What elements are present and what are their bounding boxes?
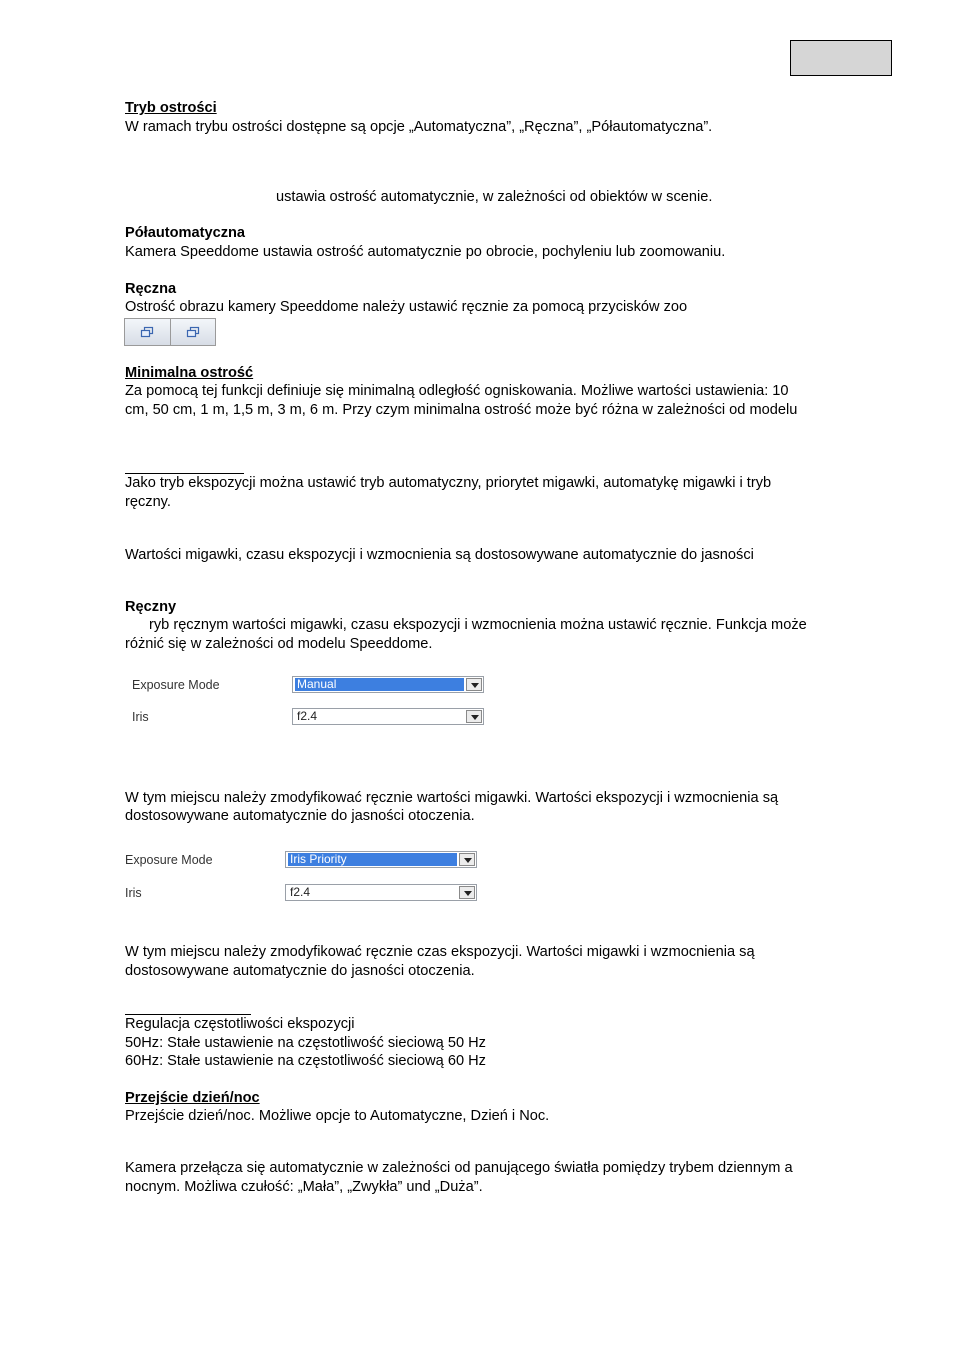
exposure-line1: Jako tryb ekspozycji można ustawić tryb automatyczny, priorytet migawki, automatykę migawki i tryb [125,475,772,491]
day-night-text: Przejście dzień/noc. Możliwe opcje to Automatyczne, Dzień i Noc. [125,1108,550,1124]
exposure-auto-text: Wartości migawki, czasu ekspozycji i wzmocnienia są dostosowywane automatycznie do jasności [125,547,754,563]
exposure-mode-value: Iris Priority [288,853,457,866]
iris-label: Iris [132,710,149,724]
page-number-box [790,40,892,76]
chevron-down-icon[interactable] [459,853,475,866]
manual-exposure-heading: Ręczny [125,599,177,615]
iris-priority-line2: dostosowywane automatycznie do jasności otoczenia. [125,808,475,824]
iris-value: f2.4 [297,709,318,723]
focus-button-bar [124,318,216,346]
exposure-line2: ręczny. [125,494,171,510]
semi-auto-heading: Półautomatyczna [125,225,246,241]
min-focus-line2: cm, 50 cm, 1 m, 1,5 m, 3 m, 6 m. Przy czym minimalna ostrość może być różna w zależności od modelu [125,402,798,418]
exposure-mode-label: Exposure Mode [132,678,220,692]
shutter-priority-line1: W tym miejscu należy zmodyfikować ręcznie czas ekspozycji. Wartości migawki i wzmocnienia są [125,944,755,960]
chevron-down-icon[interactable] [459,886,475,899]
day-night-heading: Przejście dzień/noc [125,1090,260,1106]
semi-auto-text: Kamera Speeddome ustawia ostrość automatycznie po obrocie, pochyleniu lub zoomowaniu. [125,244,726,260]
exposure-mode-select[interactable] [292,676,484,693]
chevron-down-icon[interactable] [466,710,482,723]
frequency-line2: 50Hz: Stałe ustawienie na częstotliwość sieciową 50 Hz [125,1035,486,1051]
focus-near-icon [140,326,154,338]
iris-priority-line1: W tym miejscu należy zmodyfikować ręcznie wartości migawki. Wartości ekspozycji i wzmocnienia są [125,790,779,806]
iris-select[interactable] [285,884,477,901]
day-night-line2: nocnym. Możliwa czułość: „Mała”, „Zwykła” und „Duża”. [125,1179,483,1195]
min-focus-line1: Za pomocą tej funkcji definiuje się minimalną odległość ogniskowania. Możliwe wartości ustawienia: 10 [125,383,789,399]
focus-near-button[interactable] [125,319,170,345]
manual-exposure-line2: różnić się w zależności od modelu Speeddome. [125,636,433,652]
shutter-priority-line2: dostosowywane automatycznie do jasności otoczenia. [125,963,475,979]
chevron-down-icon[interactable] [466,678,482,691]
frequency-heading-underline [125,1014,251,1015]
iris-select[interactable] [292,708,484,725]
manual-focus-text: Ostrość obrazu kamery Speeddome należy ustawić ręcznie za pomocą przycisków zoo [125,299,688,315]
iris-value: f2.4 [290,885,311,899]
focus-far-button[interactable] [170,319,216,345]
focus-mode-heading: Tryb ostrości [125,100,217,116]
focus-mode-text: W ramach trybu ostrości dostępne są opcje „Automatyczna”, „Ręczna”, „Półautomatyczna”. [125,119,713,135]
iris-label: Iris [125,886,142,900]
manual-exposure-line1: ryb ręcznym wartości migawki, czasu ekspozycji i wzmocnienia można ustawić ręcznie. Funkcja może [149,617,807,633]
min-focus-heading: Minimalna ostrość [125,365,254,381]
exposure-mode-select[interactable] [285,851,477,868]
focus-auto-text: ustawia ostrość automatycznie, w zależności od obiektów w scenie. [276,189,713,205]
exposure-heading-underline [125,473,244,474]
day-night-line1: Kamera przełącza się automatycznie w zależności od panującego światła pomiędzy trybem dziennym a [125,1160,793,1176]
exposure-mode-label: Exposure Mode [125,853,213,867]
frequency-line1: Regulacja częstotliwości ekspozycji [125,1016,355,1032]
focus-far-icon [186,326,200,338]
manual-focus-heading: Ręczna [125,281,177,297]
frequency-line3: 60Hz: Stałe ustawienie na częstotliwość sieciową 60 Hz [125,1053,486,1069]
exposure-mode-value: Manual [295,678,464,691]
